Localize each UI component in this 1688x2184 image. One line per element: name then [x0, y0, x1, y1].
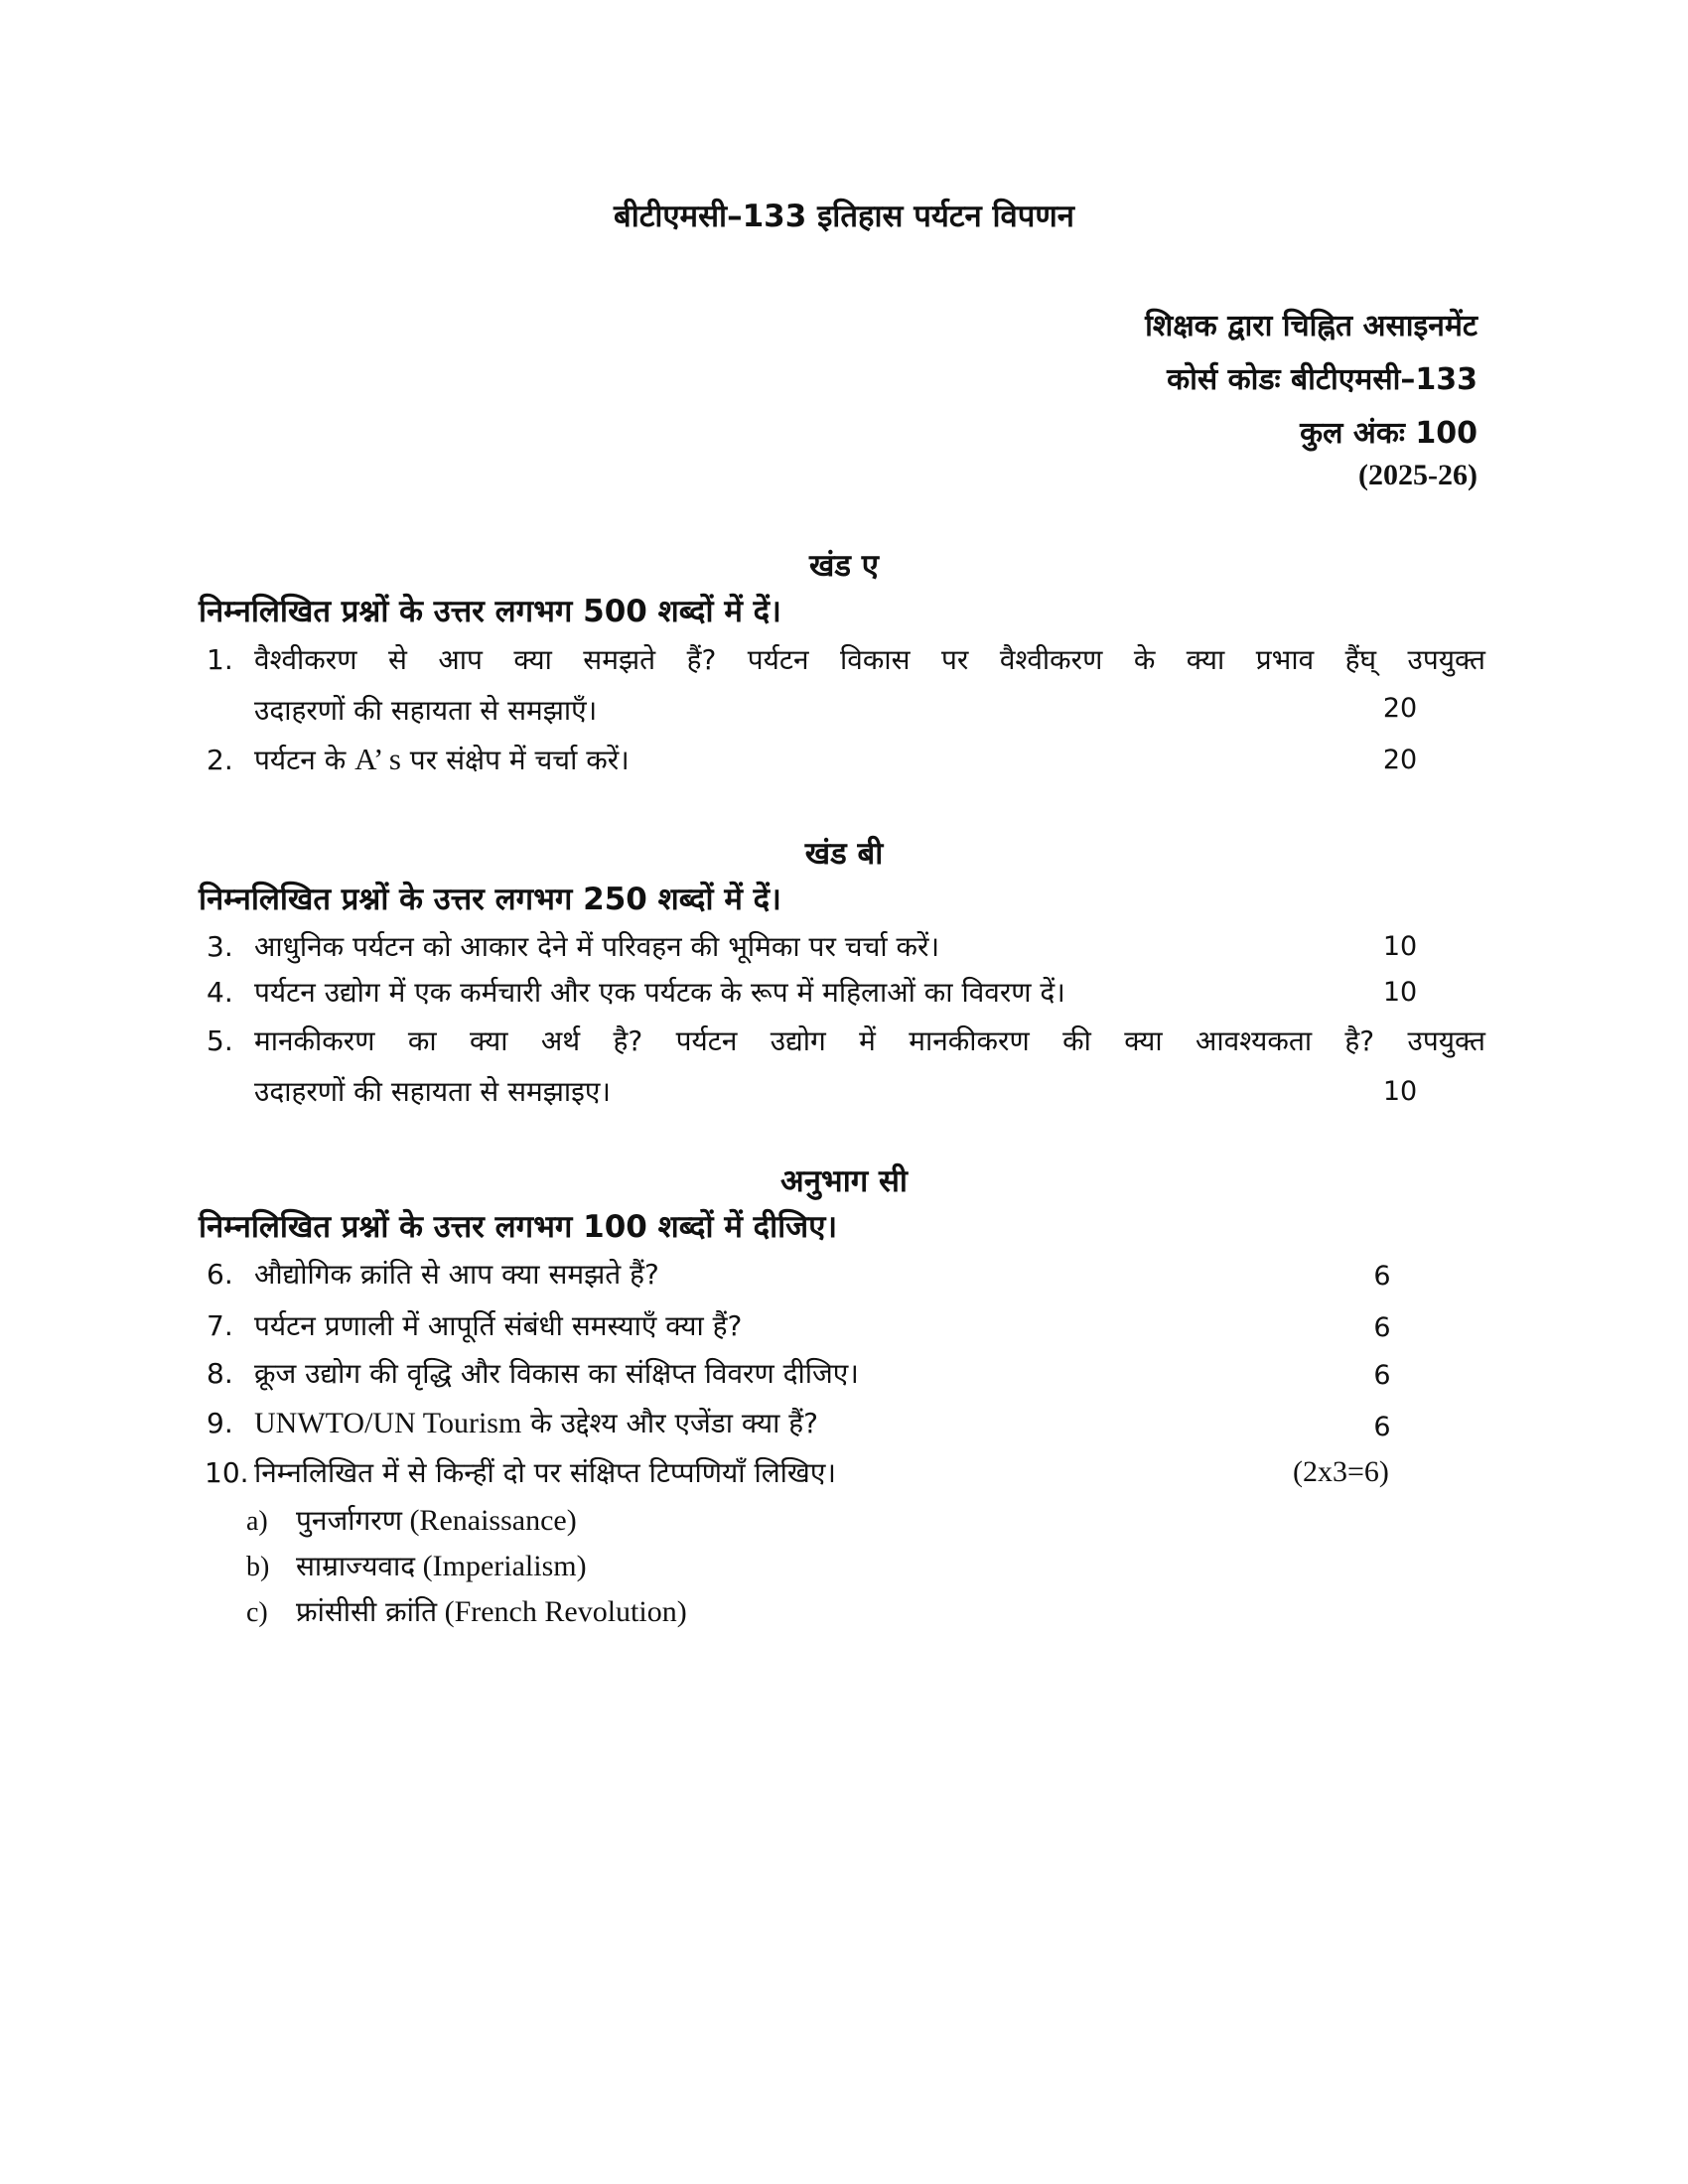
option-english: (Renaissance): [401, 1504, 577, 1537]
question-8: [207, 1354, 859, 1392]
option-hindi: पुनर्जागरण: [296, 1504, 402, 1537]
section-b-title: खंड बी: [804, 836, 884, 872]
question-text: पर्यटन के: [254, 744, 355, 776]
question-number: 1.: [207, 643, 233, 676]
question-10-marks: (2x3=6): [1293, 1455, 1389, 1488]
question-text-latin: UNWTO/UN Tourism: [254, 1407, 522, 1439]
question-1-marks: 20: [1382, 693, 1418, 724]
document-title: बीटीएमसी–133 इतिहास पर्यटन विपणन: [614, 199, 1074, 234]
question-8-marks: 6: [1373, 1360, 1391, 1391]
question-1: [207, 635, 1487, 685]
question-number: 3.: [207, 930, 233, 963]
question-3: [207, 927, 939, 965]
question-number: 4.: [207, 976, 233, 1009]
option-label: c): [246, 1597, 268, 1628]
question-4: [207, 973, 1065, 1011]
question-text-latin: A’ s: [354, 742, 401, 776]
question-number: 2.: [207, 744, 233, 776]
course-code: कोर्स कोडः बीटीएमसी–133: [1167, 362, 1477, 397]
option-english: (Imperialism): [415, 1550, 587, 1582]
question-text: आधुनिक पर्यटन को आकार देने में परिवहन की भूमिका पर चर्चा करें।: [254, 930, 940, 963]
option-hindi: फ्रांसीसी क्रांति: [296, 1595, 438, 1628]
option-b: [246, 1547, 587, 1584]
total-marks: कुल अंकः 100: [1300, 416, 1477, 451]
question-text: मानकीकरण का क्या अर्थ है? पर्यटन उद्योग में मानकीकरण की क्या आवश्यकता है? उपयुक्त: [254, 1024, 1485, 1057]
question-10: [205, 1453, 836, 1491]
question-number: 6.: [207, 1258, 233, 1291]
question-number: 7.: [207, 1309, 233, 1342]
section-c-instruction: निम्नलिखित प्रश्नों के उत्तर लगभग 100 शब्दों में दीजिए।: [199, 1209, 838, 1245]
section-b-instruction: निम्नलिखित प्रश्नों के उत्तर लगभग 250 शब्दों में दें।: [199, 882, 781, 917]
option-a: [246, 1501, 577, 1539]
question-text: पर्यटन प्रणाली में आपूर्ति संबंधी समस्याएँ क्या हैं?: [254, 1309, 743, 1342]
assignment-type: शिक्षक द्वारा चिह्नित असाइनमेंट: [1145, 309, 1477, 343]
question-7: [207, 1306, 742, 1344]
question-2-marks: 20: [1382, 745, 1418, 775]
question-7-marks: 6: [1373, 1312, 1391, 1343]
section-c-title: अनुभाग सी: [780, 1163, 908, 1199]
question-text: पर्यटन उद्योग में एक कर्मचारी और एक पर्यटक के रूप में महिलाओं का विवरण दें।: [254, 976, 1065, 1009]
question-text-end: पर संक्षेप में चर्चा करें।: [400, 744, 630, 776]
question-9: [207, 1404, 818, 1441]
question-5: [207, 1017, 1487, 1066]
question-number: 5.: [207, 1024, 233, 1057]
question-3-marks: 10: [1382, 931, 1418, 962]
question-6-marks: 6: [1373, 1261, 1391, 1292]
question-number: 8.: [207, 1357, 233, 1390]
question-text: निम्नलिखित में से किन्हीं दो पर संक्षिप्त टिप्पणियाँ लिखिए।: [254, 1456, 836, 1489]
question-1-continuation: उदाहरणों की सहायता से समझाएँ।: [254, 694, 598, 727]
section-a-instruction: निम्नलिखित प्रश्नों के उत्तर लगभग 500 शब्दों में दें।: [199, 594, 781, 629]
question-text: क्रूज उद्योग की वृद्धि और विकास का संक्षिप्त विवरण दीजिए।: [254, 1357, 859, 1390]
option-english: (French Revolution): [437, 1595, 687, 1628]
question-2: [207, 741, 630, 778]
option-c: [246, 1592, 687, 1630]
question-4-marks: 10: [1382, 977, 1418, 1008]
session-year: (2025-26): [1358, 459, 1477, 491]
question-5-marks: 10: [1382, 1076, 1418, 1107]
section-a-title: खंड ए: [809, 548, 879, 584]
option-label: a): [246, 1506, 268, 1537]
question-text: वैश्वीकरण से आप क्या समझते हैं? पर्यटन विकास पर वैश्वीकरण के क्या प्रभाव हैंघ् उपयुक्त: [254, 643, 1485, 676]
question-text: औद्योगिक क्रांति से आप क्या समझते हैं?: [254, 1258, 659, 1291]
question-9-marks: 6: [1373, 1412, 1391, 1442]
question-5-continuation: उदाहरणों की सहायता से समझाइए।: [254, 1075, 612, 1108]
question-6: [207, 1255, 659, 1293]
question-number: 9.: [207, 1407, 233, 1439]
option-label: b): [246, 1552, 270, 1582]
question-text: के उद्देश्य और एजेंडा क्या हैं?: [521, 1407, 819, 1439]
question-number: 10.: [205, 1456, 249, 1489]
option-hindi: साम्राज्यवाद: [296, 1550, 416, 1582]
